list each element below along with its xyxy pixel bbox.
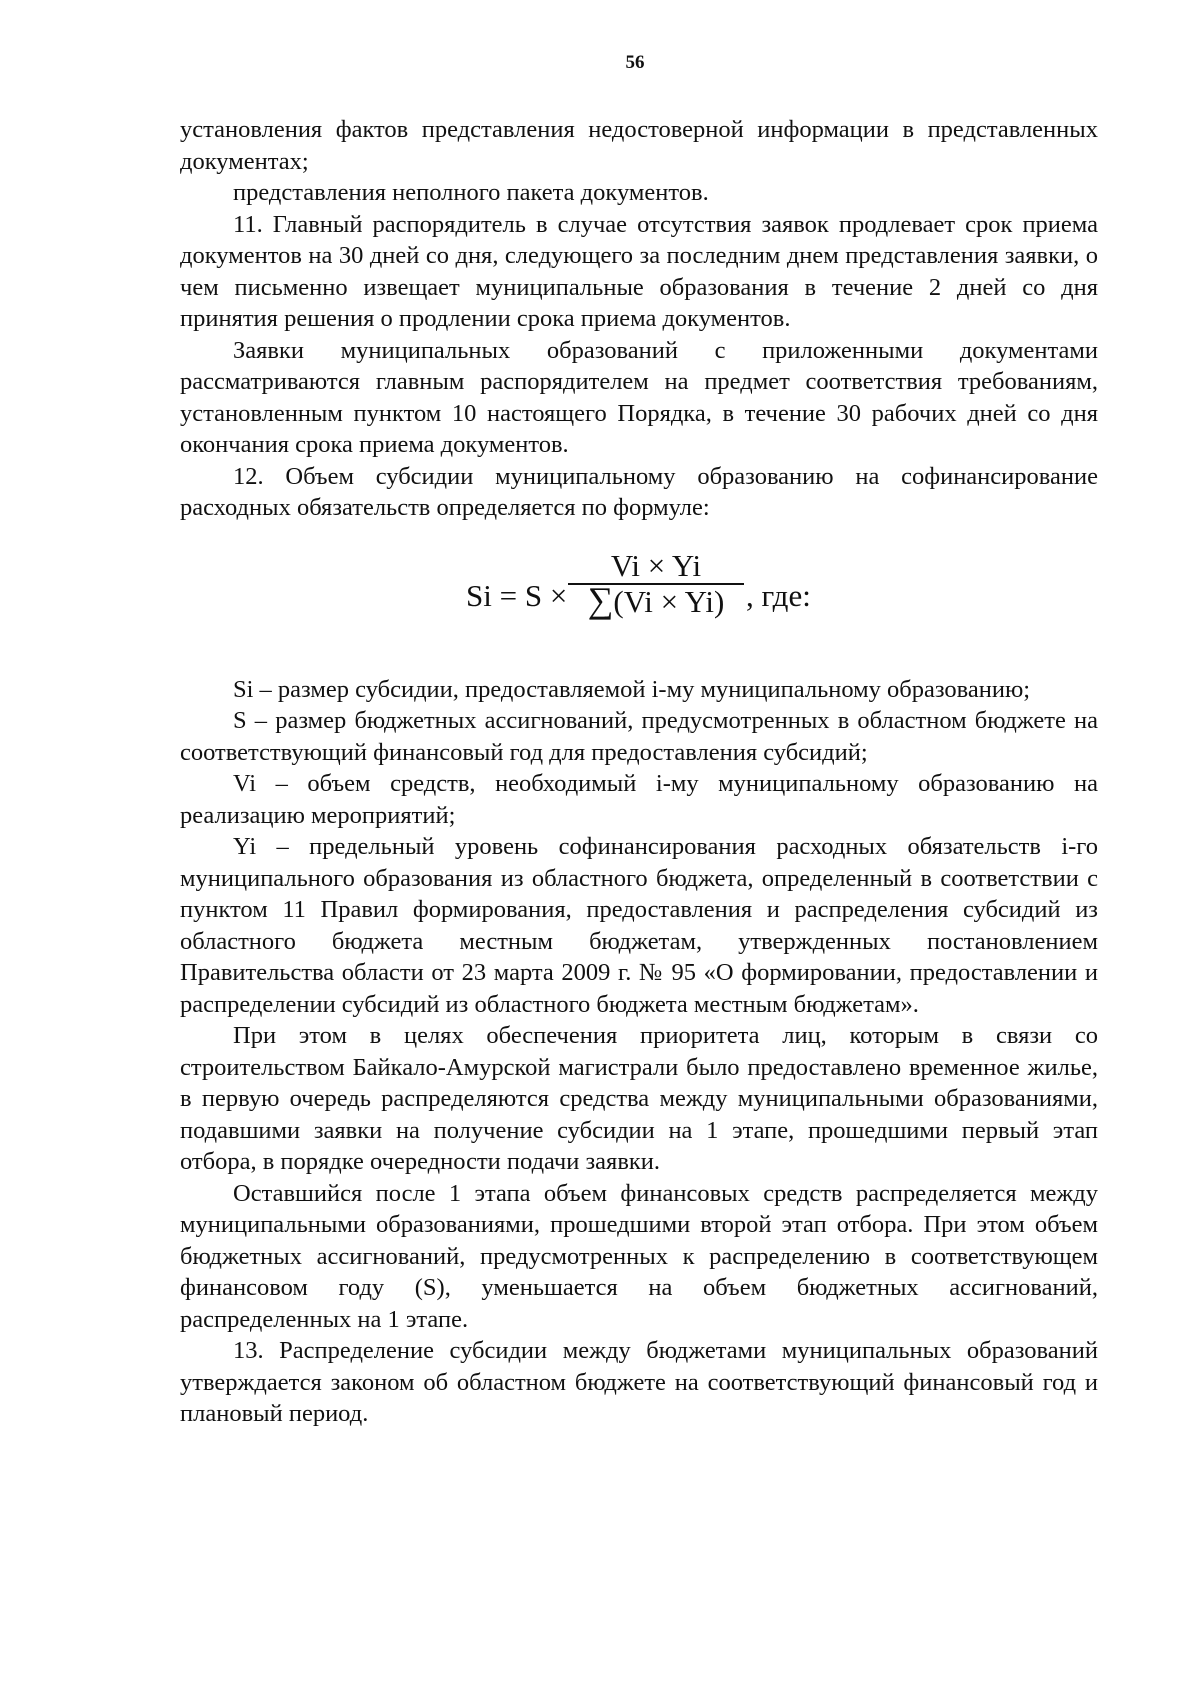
paragraph-item-12: 12. Объем субсидии муниципальному образованию на софинансирование расходных обязательств определяется по формуле:	[180, 462, 1098, 521]
paragraph-item-11: 11. Главный распорядитель в случае отсутствия заявок продлевает срок приема документов на 30 дней со дня, следующего за последним днем представления заявки, о чем письменно извещает муниципальные образования в течение 2 дней со дня принятия решения о продлении срока приема документов.	[180, 210, 1098, 332]
definition-si: Si – размер субсидии, предоставляемой i-му муниципальному образованию;	[233, 675, 1031, 703]
paragraph: представления неполного пакета документов.	[233, 179, 709, 206]
formula-denominator: (Vi × Yi)	[613, 584, 725, 619]
formula-denominator-wrap	[568, 580, 744, 620]
formula-tail: , где:	[746, 577, 811, 613]
formula-fraction	[568, 547, 744, 620]
document-body	[180, 114, 1098, 1430]
definition-yi: Yi – предельный уровень софинансирования расходных обязательств i-го муниципального образования из областного бюджета, определенный в соответствии с пунктом 11 Правил формирования, предоставления и распределения субсидий из областного бюджета местным бюджетам, утвержденных постановлением Правительства области от 23 марта 2009 г. № 95 «О формировании, предоставлении и распределении субсидий из областного бюджета местным бюджетам».	[180, 833, 1098, 1018]
definition-vi: Vi – объем средств, необходимый i-му муниципальному образованию на реализацию мероприятий;	[180, 770, 1098, 829]
paragraph: Заявки муниципальных образований с приложенными документами рассматриваются главным распорядителем на предмет соответствия требованиям, установленным пунктом 10 настоящего Порядка, в течение 30 рабочих дней со дня окончания срока приема документов.	[180, 336, 1098, 458]
sigma-symbol: ∑	[587, 580, 614, 620]
formula-lhs: Si = S ×	[466, 577, 568, 613]
definition-s: S – размер бюджетных ассигнований, предусмотренных в областном бюджете на соответствующий финансовый год для предоставления субсидий;	[180, 707, 1098, 766]
paragraph: Оставшийся после 1 этапа объем финансовых средств распределяется между муниципальными образованиями, прошедшими второй этап отбора. При этом объем бюджетных ассигнований, предусмотренных к распределению в соответствующем финансовом году (S), уменьшается на объем бюджетных ассигнований, распределенных на 1 этапе.	[180, 1179, 1098, 1333]
paragraph-item-13: 13. Распределение субсидии между бюджетами муниципальных образований утверждается законом об областном бюджете на соответствующий финансовый год и плановый период.	[180, 1337, 1098, 1427]
page-number: 56	[625, 52, 645, 73]
paragraph: установления фактов представления недостоверной информации в представленных документах;	[180, 116, 1098, 175]
paragraph: При этом в целях обеспечения приоритета лиц, которым в связи со строительством Байкало-Амурской магистрали было предоставлено временное жилье, в первую очередь распределяются средства между муниципальными образованиями, подавшими заявки на получение субсидии на 1 этапе, прошедшими первый этап отбора, в порядке очередности подачи заявки.	[180, 1022, 1098, 1175]
formula-numerator: Vi × Yi	[610, 547, 702, 583]
subsidy-formula	[180, 547, 1098, 654]
